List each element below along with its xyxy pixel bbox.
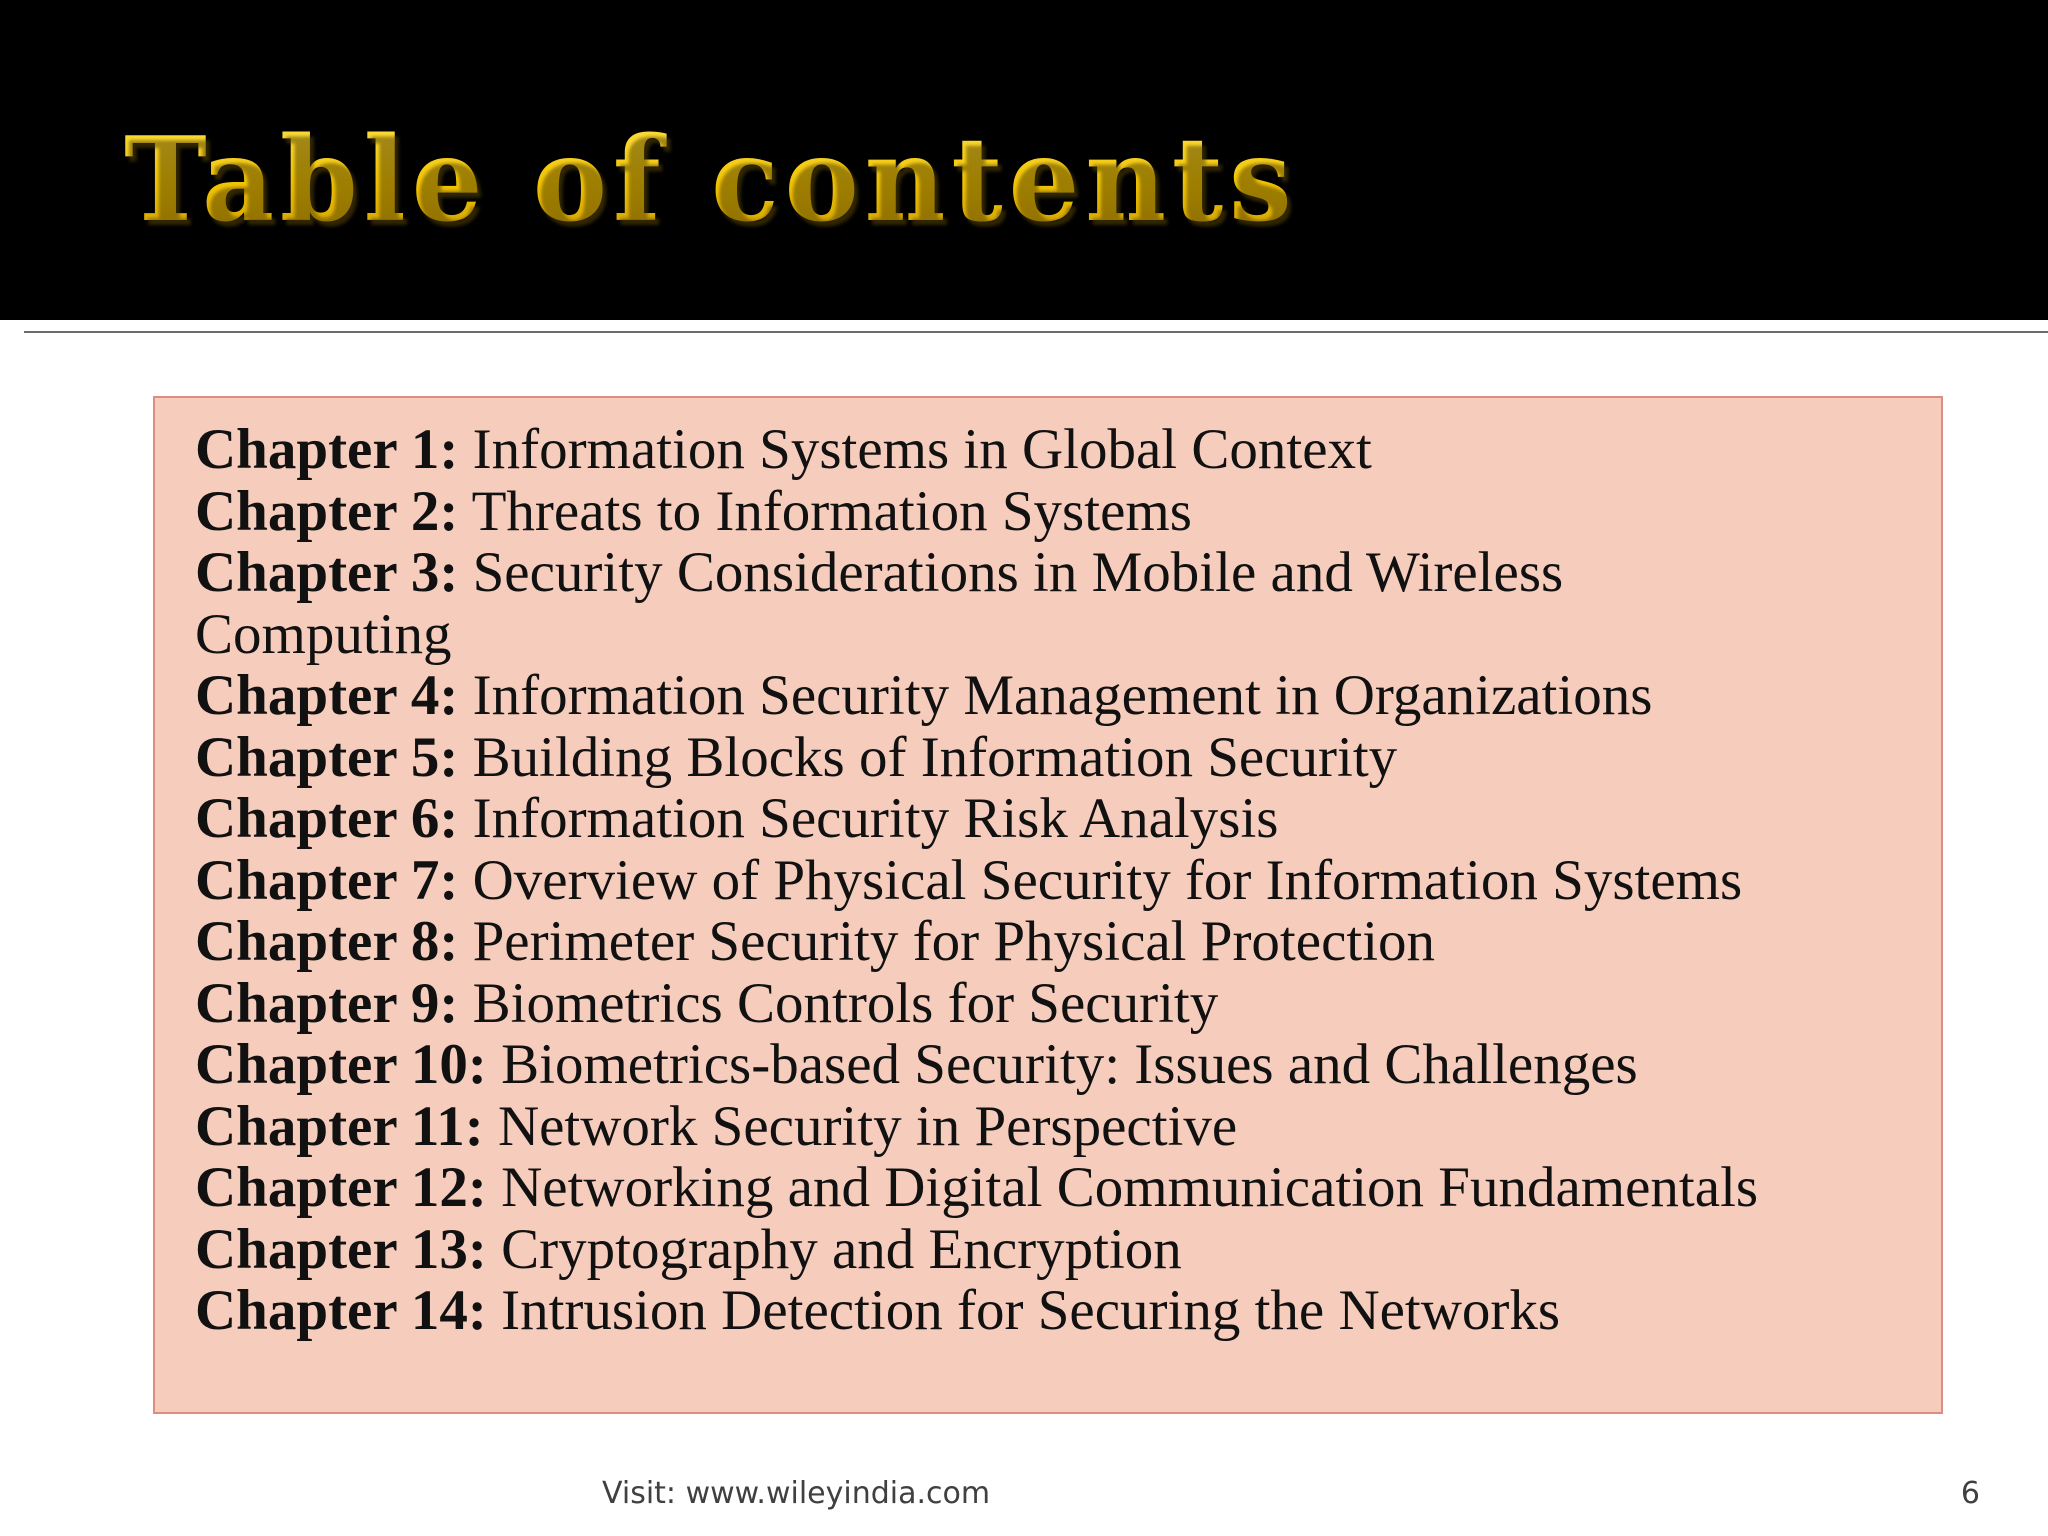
chapter-item bbox=[195, 1034, 1935, 1096]
chapter-label: Chapter 3: bbox=[195, 541, 459, 604]
chapter-label: Chapter 7: bbox=[195, 848, 459, 912]
slide-title: Table of contents bbox=[124, 112, 1298, 248]
chapter-title: Network Security in Perspective bbox=[497, 1094, 1238, 1158]
chapter-label: Chapter 9: bbox=[195, 971, 459, 1035]
chapter-title: Perimeter Security for Physical Protection bbox=[472, 910, 1436, 973]
chapter-item bbox=[195, 1096, 1935, 1158]
chapter-title: Information Security Management in Organizations bbox=[472, 664, 1653, 727]
chapter-label: Chapter 8: bbox=[195, 910, 459, 973]
chapter-label: Chapter 6: bbox=[195, 787, 459, 850]
page-number: 6 bbox=[1960, 1476, 1980, 1511]
chapter-title: Overview of Physical Security for Information Systems bbox=[472, 848, 1743, 912]
chapter-list bbox=[195, 419, 1935, 1342]
chapter-label: Chapter 5: bbox=[195, 725, 459, 789]
table-of-contents-box bbox=[153, 396, 1943, 1414]
chapter-label: Chapter 1: bbox=[195, 418, 459, 481]
chapter-title: Biometrics-based Security: Issues and Challenges bbox=[501, 1033, 1638, 1096]
chapter-item bbox=[195, 727, 1935, 789]
chapter-label: Chapter 2: bbox=[195, 479, 459, 543]
chapter-item bbox=[195, 788, 1935, 850]
chapter-title: Cryptography and Encryption bbox=[501, 1217, 1182, 1281]
chapter-item bbox=[195, 1280, 1935, 1342]
chapter-title: Information Systems in Global Context bbox=[472, 418, 1372, 481]
chapter-item bbox=[195, 850, 1935, 912]
footer-website-text: Visit: www.wileyindia.com bbox=[602, 1476, 991, 1511]
chapter-item bbox=[195, 481, 1935, 543]
header-divider bbox=[24, 331, 2048, 333]
chapter-title: Networking and Digital Communication Fundamentals bbox=[501, 1156, 1759, 1219]
chapter-label: Chapter 11: bbox=[195, 1094, 484, 1158]
chapter-label: Chapter 10: bbox=[195, 1033, 487, 1096]
chapter-title: Security Considerations in Mobile and Wireless Computing bbox=[195, 541, 1564, 666]
chapter-item bbox=[195, 419, 1935, 481]
chapter-item bbox=[195, 1157, 1935, 1219]
chapter-item bbox=[195, 1219, 1935, 1281]
chapter-item bbox=[195, 973, 1935, 1035]
chapter-label: Chapter 14: bbox=[195, 1279, 487, 1342]
chapter-title: Threats to Information Systems bbox=[471, 479, 1192, 543]
chapter-title: Building Blocks of Information Security bbox=[472, 725, 1398, 789]
chapter-title: Biometrics Controls for Security bbox=[472, 971, 1219, 1035]
chapter-label: Chapter 12: bbox=[195, 1156, 487, 1219]
chapter-item bbox=[195, 911, 1935, 973]
chapter-label: Chapter 4: bbox=[195, 664, 459, 727]
chapter-label: Chapter 13: bbox=[195, 1217, 487, 1281]
chapter-title: Information Security Risk Analysis bbox=[472, 787, 1279, 850]
chapter-title: Intrusion Detection for Securing the Networks bbox=[501, 1279, 1561, 1342]
chapter-item bbox=[195, 542, 1755, 665]
chapter-item bbox=[195, 665, 1935, 727]
title-bar bbox=[0, 0, 2048, 320]
